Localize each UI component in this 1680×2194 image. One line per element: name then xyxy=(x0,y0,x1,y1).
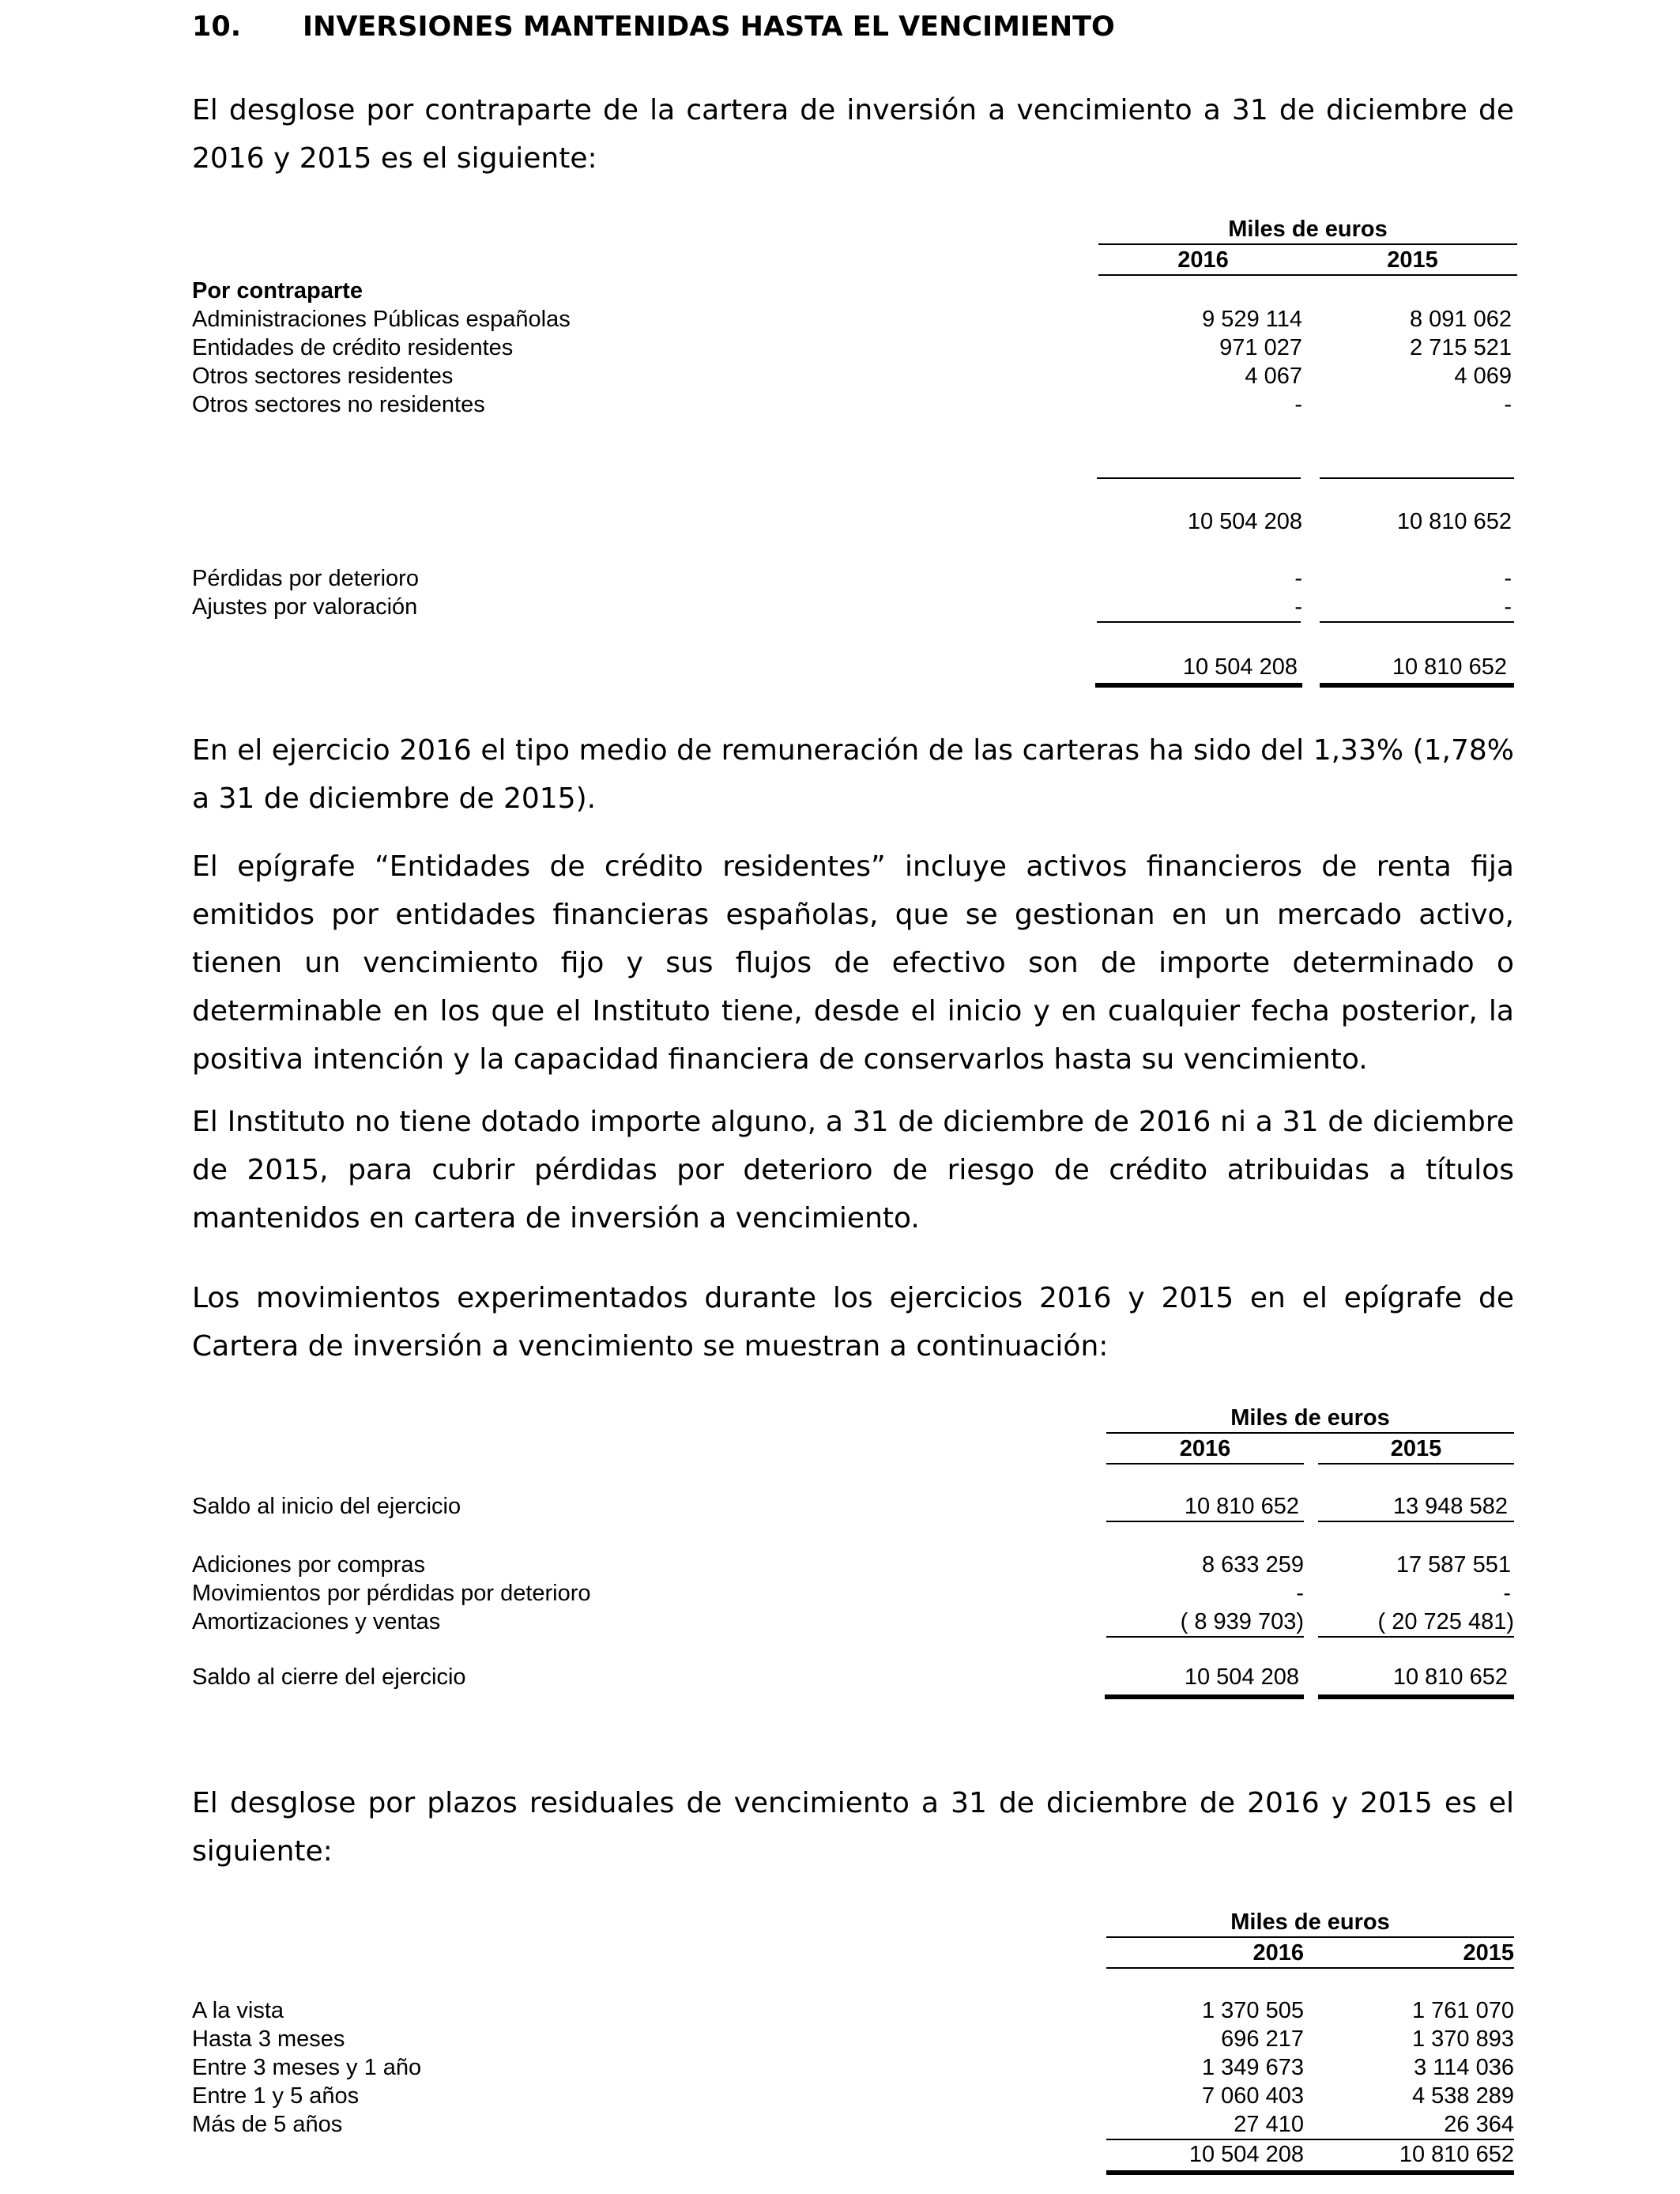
row-label: Otros sectores residentes xyxy=(192,364,454,389)
value-2016: - xyxy=(1296,1581,1304,1606)
column-header-2015: 2015 xyxy=(1390,1436,1442,1461)
sum-rule xyxy=(1318,1636,1514,1638)
value-2015: 3 114 036 xyxy=(1414,2055,1514,2080)
value-2015: 1 761 070 xyxy=(1411,1998,1514,2023)
value-2016: 696 217 xyxy=(1221,2026,1304,2052)
row-label: Ajustes por valoración xyxy=(192,594,418,620)
subtotal-2016: 10 504 208 xyxy=(1187,509,1302,534)
sum-rule xyxy=(1320,621,1514,623)
row-label: A la vista xyxy=(192,1998,284,2023)
row-label: Amortizaciones y ventas xyxy=(192,1609,441,1634)
column-header-2016: 2016 xyxy=(1179,1436,1231,1461)
header-rule xyxy=(1106,1463,1304,1465)
value-2015: ( 20 725 481) xyxy=(1377,1609,1514,1634)
movimientos-paragraph: Los movimientos experimentados durante los ejercicios 2016 y 2015 en el epígrafe de Cartera de inversión a vencimiento se muestran a continuación: xyxy=(192,1282,1514,1363)
closing-2016: 10 504 208 xyxy=(1184,1664,1299,1690)
sum-rule xyxy=(1097,621,1301,623)
value-2015: 2 715 521 xyxy=(1409,335,1512,360)
value-2015: 17 587 551 xyxy=(1396,1552,1511,1578)
sum-rule xyxy=(1106,1636,1304,1638)
sum-rule xyxy=(1106,1521,1304,1522)
sum-rule xyxy=(1097,477,1301,479)
row-label: Otros sectores no residentes xyxy=(192,392,485,417)
row-label: Saldo al cierre del ejercicio xyxy=(192,1664,466,1690)
row-label: Entre 1 y 5 años xyxy=(192,2083,360,2109)
row-label: Administraciones Públicas españolas xyxy=(192,307,571,332)
intro-paragraph: El desglose por contraparte de la cartera de inversión a vencimiento a 31 de diciembre de 2016 y 2015 es el siguiente: xyxy=(192,94,1514,175)
total-2015: 10 810 652 xyxy=(1399,2142,1514,2167)
header-rule xyxy=(1098,243,1517,245)
total-double-rule xyxy=(1106,2170,1514,2175)
row-label: Entre 3 meses y 1 año xyxy=(192,2055,422,2080)
section-heading xyxy=(192,11,1115,43)
subtotal-2015: 10 810 652 xyxy=(1396,509,1512,534)
value-2016: 27 410 xyxy=(1234,2112,1304,2137)
section-number: 10. xyxy=(192,11,242,43)
header-rule xyxy=(1106,1432,1514,1434)
column-header-2016: 2016 xyxy=(1177,247,1229,273)
column-header-2015: 2015 xyxy=(1387,247,1438,273)
rate-paragraph: En el ejercicio 2016 el tipo medio de remuneración de las carteras ha sido del 1,33% (1,78% a 31 de diciembre de 2015). xyxy=(192,734,1514,815)
value-2016: - xyxy=(1294,594,1302,620)
opening-2016: 10 810 652 xyxy=(1184,1494,1299,1519)
total-double-rule xyxy=(1318,1695,1514,1699)
value-2015: 26 364 xyxy=(1444,2112,1514,2137)
epigrafe-paragraph: El epígrafe “Entidades de crédito residentes” incluye activos financieros de renta fija emitidos por entidades financieras españolas, que se gestionan en un mercado activo, tienen un vencimiento fijo y sus flujos de efectivo son de importe determinado o determinable en los que el Instituto tiene, desde el inicio y en cualquier fecha posterior, la positiva intención y la capacidad financiera de conservarlos hasta su vencimiento. xyxy=(192,850,1514,1076)
value-2016: 1 349 673 xyxy=(1201,2055,1304,2080)
plazos-paragraph: El desglose por plazos residuales de vencimiento a 31 de diciembre de 2016 y 2015 es el siguiente: xyxy=(192,1787,1514,1868)
opening-2015: 13 948 582 xyxy=(1392,1494,1508,1519)
unit-header: Miles de euros xyxy=(1230,1405,1390,1431)
value-2016: 7 060 403 xyxy=(1201,2083,1304,2109)
sum-rule xyxy=(1318,1521,1514,1522)
value-2016: 4 067 xyxy=(1245,364,1302,389)
value-2015: 1 370 893 xyxy=(1411,2026,1514,2052)
value-2016: 1 370 505 xyxy=(1201,1998,1304,2023)
total-2015: 10 810 652 xyxy=(1392,654,1507,680)
value-2015: - xyxy=(1503,1581,1511,1606)
closing-2015: 10 810 652 xyxy=(1392,1664,1508,1690)
row-label: Más de 5 años xyxy=(192,2112,343,2137)
unit-header: Miles de euros xyxy=(1230,1909,1390,1935)
header-rule xyxy=(1318,1463,1514,1465)
total-double-rule xyxy=(1105,1695,1304,1699)
section-title: INVERSIONES MANTENIDAS HASTA EL VENCIMIENTO xyxy=(303,11,1115,43)
value-2016: 8 633 259 xyxy=(1201,1552,1304,1578)
column-header-2015: 2015 xyxy=(1463,1940,1514,1966)
row-label: Movimientos por pérdidas por deterioro xyxy=(192,1581,591,1606)
column-header-2016: 2016 xyxy=(1252,1940,1304,1966)
value-2016: 971 027 xyxy=(1219,335,1302,360)
value-2015: - xyxy=(1504,566,1512,591)
value-2016: 9 529 114 xyxy=(1202,307,1302,332)
header-rule xyxy=(1106,1936,1514,1938)
header-rule xyxy=(1106,1967,1514,1969)
row-label: Entidades de crédito residentes xyxy=(192,335,514,360)
row-label: Pérdidas por deterioro xyxy=(192,566,419,591)
value-2015: - xyxy=(1504,392,1512,417)
unit-header: Miles de euros xyxy=(1228,217,1388,242)
row-label: Saldo al inicio del ejercicio xyxy=(192,1494,461,1519)
value-2016: - xyxy=(1294,392,1302,417)
total-2016: 10 504 208 xyxy=(1188,2142,1304,2167)
value-2016: ( 8 939 703) xyxy=(1180,1609,1304,1634)
sum-rule xyxy=(1320,477,1514,479)
header-rule xyxy=(1098,274,1517,276)
value-2016: - xyxy=(1294,566,1302,591)
value-2015: 4 069 xyxy=(1454,364,1512,389)
value-2015: 8 091 062 xyxy=(1409,307,1512,332)
row-label: Adiciones por compras xyxy=(192,1552,425,1578)
value-2015: - xyxy=(1504,594,1512,620)
total-double-rule xyxy=(1320,683,1514,688)
row-label: Hasta 3 meses xyxy=(192,2026,345,2052)
value-2015: 4 538 289 xyxy=(1411,2083,1514,2109)
total-double-rule xyxy=(1095,683,1302,688)
group-label: Por contraparte xyxy=(192,278,363,303)
total-2016: 10 504 208 xyxy=(1182,654,1298,680)
deterioro-paragraph: El Instituto no tiene dotado importe alguno, a 31 de diciembre de 2016 ni a 31 de diciembre de 2015, para cubrir pérdidas por deterioro de riesgo de crédito atribuidas a títulos mantenidos en cartera de inversión a vencimiento. xyxy=(192,1106,1514,1235)
